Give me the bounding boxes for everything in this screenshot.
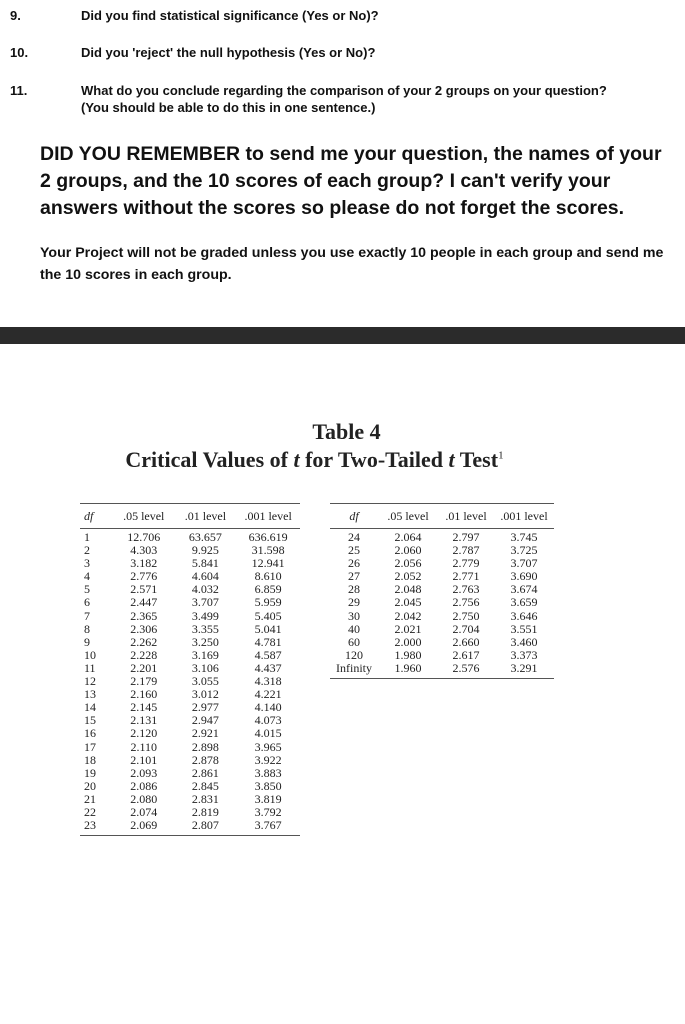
table-row: [80, 636, 300, 649]
footnote-mark: 1: [498, 449, 504, 462]
critical-value-cell: 3.499: [191, 608, 219, 623]
table-row: [80, 529, 300, 545]
question-number: 11.: [10, 83, 28, 98]
table-row: [80, 780, 300, 793]
critical-values-table-left: [80, 503, 300, 836]
question-text-line-2: (You should be able to do this in one sentence.): [81, 100, 376, 115]
critical-value-cell: 1.980: [394, 647, 422, 662]
df-cell: 60: [348, 634, 360, 649]
critical-value-cell: 2.056: [394, 556, 422, 571]
critical-value-cell: 2.660: [452, 634, 480, 649]
critical-value-cell: 12.706: [127, 530, 161, 544]
critical-value-cell: 2.365: [130, 608, 158, 623]
critical-value-cell: 3.106: [191, 660, 219, 675]
critical-value-cell: 2.179: [130, 674, 158, 689]
table-row: [80, 596, 300, 609]
critical-value-cell: 2.831: [191, 791, 219, 806]
table-row: [330, 636, 554, 649]
critical-value-cell: 4.073: [254, 713, 282, 728]
critical-value-cell: 3.965: [254, 739, 282, 754]
critical-value-cell: 4.604: [191, 569, 219, 584]
critical-value-cell: 2.160: [130, 687, 158, 702]
critical-value-cell: 3.373: [510, 647, 538, 662]
question-text: Did you find statistical significance (Yes or No)?: [81, 8, 379, 23]
df-cell: 13: [84, 687, 96, 702]
df-cell: 20: [84, 778, 96, 793]
critical-value-cell: 4.140: [254, 700, 282, 715]
critical-value-cell: 5.405: [254, 608, 282, 623]
critical-value-cell: 3.674: [510, 582, 538, 597]
critical-value-cell: 2.763: [452, 582, 480, 597]
df-cell: 6: [84, 595, 90, 610]
critical-value-cell: 2.021: [394, 621, 422, 636]
df-cell: 120: [345, 647, 363, 662]
critical-value-cell: 2.306: [130, 621, 158, 636]
table-row: [80, 623, 300, 636]
df-cell: 22: [84, 804, 96, 819]
critical-value-cell: 2.080: [130, 791, 158, 806]
table-row: [330, 623, 554, 636]
table-row: [330, 649, 554, 662]
critical-value-cell: 2.131: [130, 713, 158, 728]
critical-value-cell: 3.707: [191, 595, 219, 610]
critical-value-cell: 4.437: [254, 660, 282, 675]
critical-value-cell: 2.921: [191, 726, 219, 741]
critical-value-cell: 5.959: [254, 595, 282, 610]
critical-value-cell: 3.767: [236, 819, 300, 836]
df-cell: 5: [84, 582, 90, 597]
column-header-05: .05 level: [378, 504, 438, 529]
df-cell: 40: [348, 621, 360, 636]
df-cell: 30: [348, 608, 360, 623]
critical-value-cell: 2.120: [130, 726, 158, 741]
table-row: [80, 649, 300, 662]
critical-value-cell: 12.941: [251, 556, 285, 571]
critical-value-cell: 3.922: [254, 752, 282, 767]
critical-value-cell: 3.745: [510, 530, 538, 544]
critical-value-cell: 2.262: [130, 634, 158, 649]
df-cell: 24: [348, 530, 360, 544]
critical-value-cell: 2.093: [130, 765, 158, 780]
column-header-df: df: [80, 504, 113, 529]
question-number: 9.: [10, 8, 21, 23]
critical-value-cell: 2.704: [452, 621, 480, 636]
column-header-01: .01 level: [438, 504, 494, 529]
df-cell: 27: [348, 569, 360, 584]
critical-value-cell: 3.250: [191, 634, 219, 649]
df-cell: 19: [84, 765, 96, 780]
critical-value-cell: 3.182: [130, 556, 158, 571]
critical-value-cell: 8.610: [254, 569, 282, 584]
critical-value-cell: 2.145: [130, 700, 158, 715]
table-row: [80, 727, 300, 740]
critical-value-cell: 3.169: [191, 647, 219, 662]
critical-value-cell: 3.792: [254, 804, 282, 819]
critical-value-cell: 2.052: [394, 569, 422, 584]
df-cell: 21: [84, 791, 96, 806]
critical-value-cell: 2.101: [130, 752, 158, 767]
df-cell: 9: [84, 634, 90, 649]
df-cell: 7: [84, 608, 90, 623]
critical-value-cell: 5.041: [254, 621, 282, 636]
critical-value-cell: 2.861: [191, 765, 219, 780]
table-row: [80, 819, 300, 836]
critical-value-cell: 2.750: [452, 608, 480, 623]
critical-value-cell: 1.960: [378, 662, 438, 679]
critical-value-cell: 3.355: [191, 621, 219, 636]
table-row: [80, 767, 300, 780]
df-cell: 15: [84, 713, 96, 728]
critical-value-cell: 2.571: [130, 582, 158, 597]
critical-value-cell: 2.807: [175, 819, 237, 836]
df-cell: 23: [80, 819, 113, 836]
df-cell: 8: [84, 621, 90, 636]
question-text: [81, 82, 671, 116]
critical-value-cell: 4.032: [191, 582, 219, 597]
critical-value-cell: 2.576: [438, 662, 494, 679]
critical-value-cell: 2.069: [113, 819, 175, 836]
table-row: [80, 754, 300, 767]
table-row: [330, 596, 554, 609]
critical-value-cell: 3.551: [510, 621, 538, 636]
df-cell: 28: [348, 582, 360, 597]
critical-value-cell: 2.201: [130, 660, 158, 675]
critical-value-cell: 3.460: [510, 634, 538, 649]
critical-value-cell: 2.977: [191, 700, 219, 715]
critical-value-cell: 2.776: [130, 569, 158, 584]
table-subtitle: Critical Values of t for Two-Tailed t Test$^1$: [125, 447, 504, 472]
critical-value-cell: 9.925: [191, 543, 219, 558]
critical-value-cell: 2.819: [191, 804, 219, 819]
critical-value-cell: 2.000: [394, 634, 422, 649]
critical-value-cell: 2.797: [452, 530, 480, 544]
df-cell: 17: [84, 739, 96, 754]
column-header-001: .001 level: [236, 504, 300, 529]
critical-value-cell: 5.841: [191, 556, 219, 571]
critical-value-cell: 2.878: [191, 752, 219, 767]
critical-value-cell: 3.707: [510, 556, 538, 571]
critical-value-cell: 2.045: [394, 595, 422, 610]
critical-value-cell: 31.598: [251, 543, 285, 558]
critical-value-cell: 3.725: [510, 543, 538, 558]
df-cell: 25: [348, 543, 360, 558]
critical-value-cell: 2.771: [452, 569, 480, 584]
critical-value-cell: 4.015: [254, 726, 282, 741]
df-cell: 18: [84, 752, 96, 767]
df-cell: 12: [84, 674, 96, 689]
critical-value-cell: 2.756: [452, 595, 480, 610]
critical-value-cell: 2.228: [130, 647, 158, 662]
column-header-05: .05 level: [113, 504, 175, 529]
df-cell: 26: [348, 556, 360, 571]
column-header-df: df: [330, 504, 378, 529]
critical-value-cell: 2.779: [452, 556, 480, 571]
critical-value-cell: 2.898: [191, 739, 219, 754]
critical-value-cell: 3.690: [510, 569, 538, 584]
critical-value-cell: 2.042: [394, 608, 422, 623]
table-row: [330, 529, 554, 545]
question-number: 10.: [10, 45, 29, 60]
critical-value-cell: 6.859: [254, 582, 282, 597]
scores-reminder: DID YOU REMEMBER to send me your question, the names of your 2 groups, and the 10 scores of each group? I can't verify your answers without the scores so please do not forget the scores.: [40, 143, 662, 219]
question-text: Did you 'reject' the null hypothesis (Yes or No)?: [81, 45, 376, 60]
critical-value-cell: 2.074: [130, 804, 158, 819]
critical-value-cell: 3.291: [494, 662, 554, 679]
critical-value-cell: 3.659: [510, 595, 538, 610]
critical-value-cell: 3.850: [254, 778, 282, 793]
df-cell: 4: [84, 569, 90, 584]
critical-value-cell: 4.221: [254, 687, 282, 702]
critical-value-cell: 3.646: [510, 608, 538, 623]
table-row: [330, 662, 554, 679]
df-cell: 14: [84, 700, 96, 715]
critical-value-cell: 3.055: [191, 674, 219, 689]
df-cell: 29: [348, 595, 360, 610]
critical-value-cell: 3.883: [254, 765, 282, 780]
table-row: [80, 610, 300, 623]
column-header-001: .001 level: [494, 504, 554, 529]
table-row: [80, 793, 300, 806]
critical-value-cell: 3.819: [254, 791, 282, 806]
critical-value-cell: 2.947: [191, 713, 219, 728]
table-title: Table 4: [312, 419, 381, 444]
critical-value-cell: 2.086: [130, 778, 158, 793]
df-cell: 11: [84, 660, 96, 675]
question-text-line-1: What do you conclude regarding the comparison of your 2 groups on your question?: [81, 83, 607, 98]
column-header-01: .01 level: [175, 504, 237, 529]
critical-value-cell: 63.657: [188, 530, 222, 544]
df-cell: 3: [84, 556, 90, 571]
critical-value-cell: 2.110: [130, 739, 157, 754]
critical-value-cell: 2.617: [452, 647, 480, 662]
table-row: [330, 610, 554, 623]
critical-value-cell: 4.318: [254, 674, 282, 689]
critical-value-cell: 2.060: [394, 543, 422, 558]
df-cell: 2: [84, 543, 90, 558]
df-cell: 1: [84, 530, 90, 544]
critical-value-cell: 3.012: [191, 687, 219, 702]
critical-value-cell: 4.781: [254, 634, 282, 649]
critical-value-cell: 2.845: [191, 778, 219, 793]
critical-values-table-right: [330, 503, 554, 679]
critical-value-cell: 636.619: [248, 530, 288, 544]
page-divider: [0, 327, 685, 344]
critical-value-cell: 2.048: [394, 582, 422, 597]
critical-value-cell: 4.587: [254, 647, 282, 662]
critical-value-cell: 4.303: [130, 543, 158, 558]
df-cell: Infinity: [330, 662, 378, 679]
table-header-row: [80, 504, 300, 529]
df-cell: 16: [84, 726, 96, 741]
table-header-row: [330, 504, 554, 529]
critical-value-cell: 2.787: [452, 543, 480, 558]
table-row: [80, 741, 300, 754]
critical-value-cell: 2.447: [130, 595, 158, 610]
grading-warning: Your Project will not be graded unless you use exactly 10 people in each group and send me the 10 scores in each group.: [40, 245, 664, 283]
critical-value-cell: 2.064: [394, 530, 422, 544]
df-cell: 10: [84, 647, 96, 662]
